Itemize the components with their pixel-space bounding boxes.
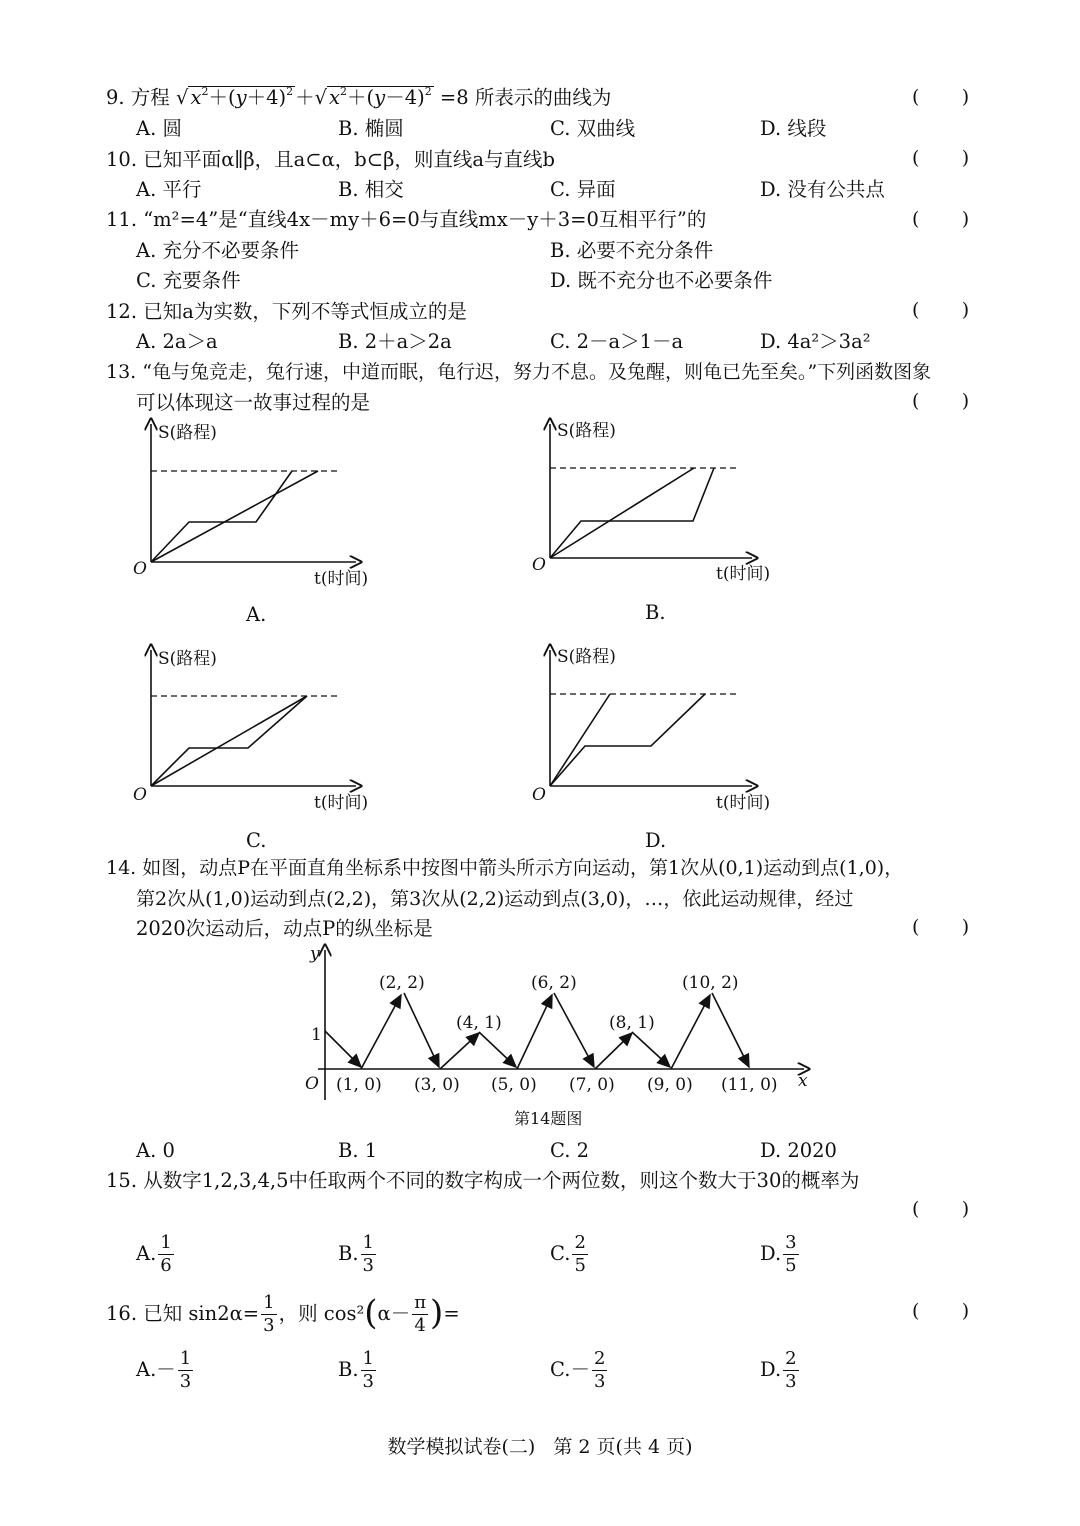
graph-b-label[interactable]: B. — [645, 601, 666, 624]
q14-move-3 — [404, 993, 439, 1067]
q13-answer-paren[interactable]: ( ) — [912, 390, 970, 412]
q16-option-d-letter: D. — [760, 1358, 782, 1381]
q11-option-d[interactable]: D. 既不充分也不必要条件 — [550, 269, 773, 292]
q16-left-paren: ( — [364, 1293, 378, 1333]
q14-point-1-0: (1, 0) — [336, 1075, 382, 1095]
q12-option-b[interactable]: B. 2＋a＞2a — [338, 330, 452, 353]
q15-option-a-num: 1 — [160, 1232, 172, 1253]
graph-b[interactable] — [550, 424, 752, 558]
q14-move-1 — [325, 1031, 361, 1067]
q15-option-d-den: 5 — [785, 1255, 797, 1276]
q15-option-c-den: 5 — [574, 1255, 586, 1276]
q13-stem-line1: 13. “龟与兔竞走，兔行速，中道而眠，龟行迟，努力不息。及兔醒，则龟已先至矣。”下列函数图象 — [106, 361, 932, 383]
q16-option-b-den: 3 — [362, 1371, 374, 1392]
q11-option-c[interactable]: C. 充要条件 — [136, 269, 241, 292]
graph-a-tortoise-path — [151, 471, 318, 562]
q16-stem-suffix: = — [443, 1302, 460, 1325]
q14-point-5-0: (5, 0) — [491, 1075, 537, 1095]
q14-stem-line2: 第2次从(1,0)运动到点(2,2)，第3次从(2,2)运动到点(3,0)，…，依此运动规律，经过 — [136, 888, 854, 910]
q14-option-d[interactable]: D. 2020 — [760, 1139, 837, 1162]
q10-answer-paren[interactable]: ( ) — [912, 147, 970, 169]
q16-inner-frac-num: π — [414, 1292, 427, 1313]
q10-option-a[interactable]: A. 平行 — [136, 178, 202, 201]
q14-stem-line3: 2020次运动后，动点P的纵坐标是 — [136, 917, 433, 940]
q14-y-axis-label: y — [310, 944, 320, 964]
q12-option-a[interactable]: A. 2a＞a — [136, 330, 218, 353]
q11-option-a[interactable]: A. 充分不必要条件 — [136, 239, 299, 262]
graph-d[interactable] — [550, 650, 752, 786]
q15-option-c[interactable] — [550, 1232, 590, 1276]
graph-d-hare-path — [550, 694, 705, 786]
q14-y-tick-1: 1 — [311, 1025, 322, 1045]
q16-option-c-sign: － — [570, 1358, 590, 1381]
q14-x-axis-label: x — [798, 1071, 808, 1091]
graph-a-origin: O — [133, 559, 147, 579]
graph-d-x-label: t(时间) — [716, 793, 771, 813]
q15-option-a[interactable] — [136, 1232, 176, 1276]
graph-a-hare-path — [151, 471, 292, 562]
q15-option-c-letter: C. — [550, 1242, 571, 1265]
q15-answer-paren[interactable]: ( ) — [912, 1198, 970, 1220]
q10-option-c[interactable]: C. 异面 — [550, 178, 616, 201]
q9-answer-paren[interactable]: ( ) — [912, 86, 970, 108]
q14-point-2-2: (2, 2) — [379, 973, 425, 993]
q14-option-c[interactable]: C. 2 — [550, 1139, 590, 1162]
graph-d-tortoise-path — [550, 694, 610, 786]
q14-point-8-1: (8, 1) — [609, 1013, 655, 1033]
q15-option-c-num: 2 — [574, 1232, 586, 1253]
q15-stem: 15. 从数字1,2,3,4,5中任取两个不同的数字构成一个两位数，则这个数大于30的概率为 — [106, 1169, 860, 1192]
q16-option-c-den: 3 — [593, 1371, 606, 1392]
q16-option-d-num: 2 — [785, 1348, 797, 1369]
q16-option-c-num: 2 — [593, 1348, 606, 1369]
graph-c-origin: O — [133, 785, 147, 805]
q10-stem: 10. 已知平面α∥β，且a⊂α，b⊂β，则直线a与直线b — [106, 148, 555, 171]
graph-a-y-label: S(路程) — [158, 423, 217, 443]
q12-option-d[interactable]: D. 4a²＞3a² — [760, 330, 871, 353]
q14-figure-caption: 第14题图 — [514, 1109, 583, 1128]
graph-b-y-label: S(路程) — [557, 421, 616, 441]
q11-stem: 11. “m²=4”是“直线4x－my＋6=0与直线mx－y＋3=0互相平行”的 — [106, 208, 707, 231]
q9-stem-suffix: =8 所表示的曲线为 — [439, 86, 612, 109]
q16-option-a-den: 3 — [179, 1371, 192, 1392]
q15-option-d-letter: D. — [760, 1242, 782, 1265]
graph-b-tortoise-path — [550, 468, 694, 558]
q16-option-b-letter: B. — [338, 1358, 359, 1381]
graph-a-label[interactable]: A. — [246, 603, 267, 626]
q16-option-c-letter: C. — [550, 1358, 571, 1381]
q16-stem-inner: α－ — [377, 1302, 411, 1325]
q15-option-b-num: 1 — [362, 1232, 374, 1253]
q12-answer-paren[interactable]: ( ) — [912, 299, 970, 321]
q16-option-a-letter: A. — [136, 1358, 157, 1381]
q16-option-c[interactable] — [550, 1348, 609, 1392]
q9-equation: √ $x^2+(y+4)^2$ ＋√ $x^2+(y-4)^2$ — [176, 85, 432, 109]
graph-c-tortoise-path — [151, 696, 307, 786]
q16-option-a[interactable] — [136, 1348, 195, 1392]
q15-option-b[interactable] — [338, 1232, 378, 1276]
graph-b-origin: O — [532, 555, 546, 575]
q16-stem-frac-den: 3 — [263, 1315, 275, 1336]
q14-point-3-0: (3, 0) — [414, 1075, 460, 1095]
q9-option-c[interactable]: C. 双曲线 — [550, 117, 636, 140]
q14-move-7 — [554, 993, 594, 1067]
q16-stem-mid: ，则 cos² — [278, 1302, 365, 1325]
q14-point-9-0: (9, 0) — [647, 1075, 693, 1095]
q15-option-d[interactable] — [760, 1232, 801, 1276]
q10-option-d[interactable]: D. 没有公共点 — [760, 178, 885, 201]
q15-option-d-num: 3 — [785, 1232, 797, 1253]
q14-option-a[interactable]: A. 0 — [136, 1139, 175, 1162]
q14-stem-line1: 14. 如图，动点P在平面直角坐标系中按图中箭头所示方向运动，第1次从(0,1)运动到点(1,0)， — [106, 857, 904, 879]
q14-move-10 — [671, 995, 710, 1069]
q14-move-4 — [440, 1033, 479, 1069]
q14-point-7-0: (7, 0) — [569, 1075, 615, 1095]
q9-stem-prefix: 9. 方程 — [106, 86, 170, 109]
graph-d-y-label: S(路程) — [557, 647, 616, 667]
q14-move-5 — [479, 1032, 516, 1067]
q15-option-a-letter: A. — [136, 1242, 157, 1265]
q16-option-d-den: 3 — [785, 1371, 797, 1392]
q16-option-b-num: 1 — [362, 1348, 374, 1369]
q16-stem-prefix: 16. 已知 sin2α= — [106, 1302, 260, 1325]
q16-inner-frac-den: 4 — [414, 1315, 426, 1336]
q15-option-a-den: 6 — [160, 1255, 172, 1276]
q10-option-b[interactable]: B. 相交 — [338, 178, 404, 201]
q14-move-11 — [712, 993, 749, 1067]
graph-c-y-label: S(路程) — [158, 649, 217, 669]
q16-answer-paren[interactable]: ( ) — [912, 1300, 970, 1322]
q13-stem-line2: 可以体现这一故事过程的是 — [136, 391, 371, 414]
graph-a-x-label: t(时间) — [314, 569, 369, 589]
page-footer: 数学模拟试卷(二) 第 2 页(共 4 页) — [387, 1436, 693, 1458]
q14-move-6 — [517, 995, 552, 1069]
q14-point-4-1: (4, 1) — [456, 1013, 502, 1033]
graph-d-origin: O — [532, 785, 546, 805]
q16-stem-frac-num: 1 — [263, 1292, 275, 1313]
q16-option-a-sign: － — [156, 1358, 176, 1381]
q14-option-b[interactable]: B. 1 — [338, 1139, 378, 1162]
q15-option-b-den: 3 — [362, 1255, 374, 1276]
q9-option-d[interactable]: D. 线段 — [760, 117, 827, 140]
q11-option-b[interactable]: B. 必要不充分条件 — [550, 239, 714, 262]
q16-right-paren: ) — [430, 1293, 444, 1333]
graph-b-x-label: t(时间) — [716, 564, 771, 584]
q14-point-6-2: (6, 2) — [531, 973, 577, 993]
q16-option-d[interactable] — [760, 1348, 801, 1392]
q12-stem: 12. 已知a为实数，下列不等式恒成立的是 — [106, 300, 467, 323]
q16-option-a-num: 1 — [179, 1348, 192, 1369]
graph-c-label[interactable]: C. — [246, 829, 267, 852]
q14-point-10-2: (10, 2) — [682, 973, 739, 993]
q14-move-2 — [361, 995, 401, 1069]
q14-move-9 — [632, 1032, 670, 1067]
q14-point-11-0: (11, 0) — [721, 1075, 778, 1095]
graph-c-x-label: t(时间) — [314, 793, 369, 813]
graph-b-hare-path — [550, 468, 714, 558]
q15-option-b-letter: B. — [338, 1242, 359, 1265]
q14-move-8 — [595, 1033, 632, 1069]
q9-option-b[interactable]: B. 椭圆 — [338, 117, 404, 140]
q11-answer-paren[interactable]: ( ) — [912, 208, 970, 230]
q14-answer-paren[interactable]: ( ) — [912, 916, 970, 938]
q14-origin: O — [305, 1074, 319, 1094]
q12-option-c[interactable]: C. 2－a＞1－a — [550, 330, 684, 353]
q16-stem — [106, 1290, 460, 1337]
graph-d-label[interactable]: D. — [645, 829, 667, 852]
q16-option-b[interactable] — [338, 1348, 378, 1392]
q9-option-a[interactable]: A. 圆 — [136, 117, 182, 140]
